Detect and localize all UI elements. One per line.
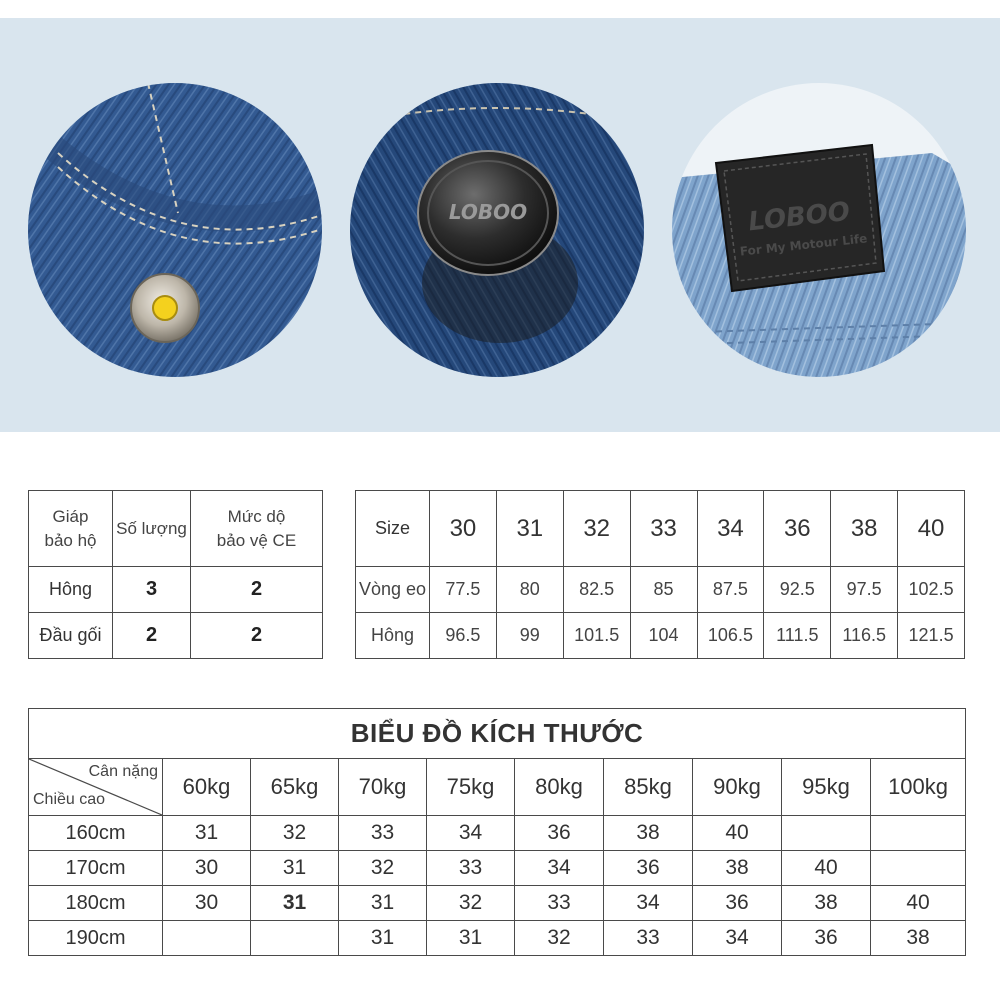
armor-part: Đầu gối [29,613,113,659]
patch-tagline: For My Motour Life [739,231,868,259]
height-header: 170cm [29,851,163,886]
chart-cell [871,816,966,851]
ce-level-header: Mức dộ bảo vệ CE [191,491,323,567]
chart-cell: 33 [427,851,515,886]
chart-cell: 38 [871,921,966,956]
button-closeup-photo [350,83,644,377]
hip-label: Hông [356,613,430,659]
chart-cell: 36 [604,851,693,886]
chart-cell: 34 [604,886,693,921]
chart-cell: 40 [782,851,871,886]
armor-protection-table [28,490,323,659]
patch-closeup-photo [672,83,966,377]
chart-cell: 38 [693,851,782,886]
weight-header: 100kg [871,759,966,816]
chart-cell: 33 [339,816,427,851]
waist-value: 80 [496,567,563,613]
chart-cell: 38 [782,886,871,921]
hip-value: 101.5 [563,613,630,659]
size-chart-title: BIỂU ĐỒ KÍCH THƯỚC [29,709,966,759]
rivet-closeup-photo [28,83,322,377]
chart-cell: 36 [782,921,871,956]
chart-cell: 34 [427,816,515,851]
chart-cell: 40 [871,886,966,921]
weight-header: 70kg [339,759,427,816]
armor-header: Giáp bảo hộ [29,491,113,567]
waist-value: 102.5 [898,567,965,613]
patch-logo: LOBOO [746,196,852,238]
hip-value: 116.5 [831,613,898,659]
hip-value: 106.5 [697,613,764,659]
size-chart-table [28,708,966,956]
waist-value: 85 [630,567,697,613]
size-value: 38 [831,491,898,567]
chart-cell: 31 [251,886,339,921]
hip-value: 99 [496,613,563,659]
chart-cell [163,921,251,956]
size-value: 40 [898,491,965,567]
armor-quantity: 3 [113,567,191,613]
hip-value: 111.5 [764,613,831,659]
quantity-header: Số lượng [113,491,191,567]
weight-header: 90kg [693,759,782,816]
chart-cell: 40 [693,816,782,851]
chart-cell: 32 [515,921,604,956]
chart-cell: 32 [339,851,427,886]
weight-axis-label: Cân nặng [88,763,158,780]
chart-cell: 33 [515,886,604,921]
chart-cell: 31 [427,921,515,956]
chart-cell [251,921,339,956]
chart-cell: 38 [604,816,693,851]
armor-part: Hông [29,567,113,613]
chart-cell: 30 [163,886,251,921]
hip-value: 96.5 [430,613,497,659]
chart-cell [871,851,966,886]
size-label: Size [356,491,430,567]
height-header: 190cm [29,921,163,956]
waist-value: 77.5 [430,567,497,613]
size-measurement-table [355,490,965,659]
armor-level: 2 [191,567,323,613]
chart-cell: 33 [604,921,693,956]
chart-cell: 30 [163,851,251,886]
weight-header: 95kg [782,759,871,816]
height-axis-label: Chiều cao [33,791,106,808]
height-weight-corner [29,759,163,816]
size-value: 32 [563,491,630,567]
hip-value: 104 [630,613,697,659]
chart-cell: 31 [251,851,339,886]
weight-header: 60kg [163,759,251,816]
weight-header: 65kg [251,759,339,816]
hip-value: 121.5 [898,613,965,659]
height-header: 180cm [29,886,163,921]
size-value: 34 [697,491,764,567]
waist-label: Vòng eo [356,567,430,613]
height-header: 160cm [29,816,163,851]
chart-cell: 34 [693,921,782,956]
armor-quantity: 2 [113,613,191,659]
waist-value: 82.5 [563,567,630,613]
chart-cell: 34 [515,851,604,886]
chart-cell: 32 [427,886,515,921]
weight-header: 85kg [604,759,693,816]
waist-value: 92.5 [764,567,831,613]
weight-header: 80kg [515,759,604,816]
chart-cell: 32 [251,816,339,851]
armor-level: 2 [191,613,323,659]
chart-cell: 31 [163,816,251,851]
size-value: 30 [430,491,497,567]
button-logo: LOBOO [448,200,528,224]
waist-value: 87.5 [697,567,764,613]
chart-cell [782,816,871,851]
size-value: 33 [630,491,697,567]
waist-value: 97.5 [831,567,898,613]
size-value: 36 [764,491,831,567]
chart-cell: 36 [693,886,782,921]
chart-cell: 31 [339,886,427,921]
chart-cell: 36 [515,816,604,851]
size-value: 31 [496,491,563,567]
chart-cell: 31 [339,921,427,956]
weight-header: 75kg [427,759,515,816]
